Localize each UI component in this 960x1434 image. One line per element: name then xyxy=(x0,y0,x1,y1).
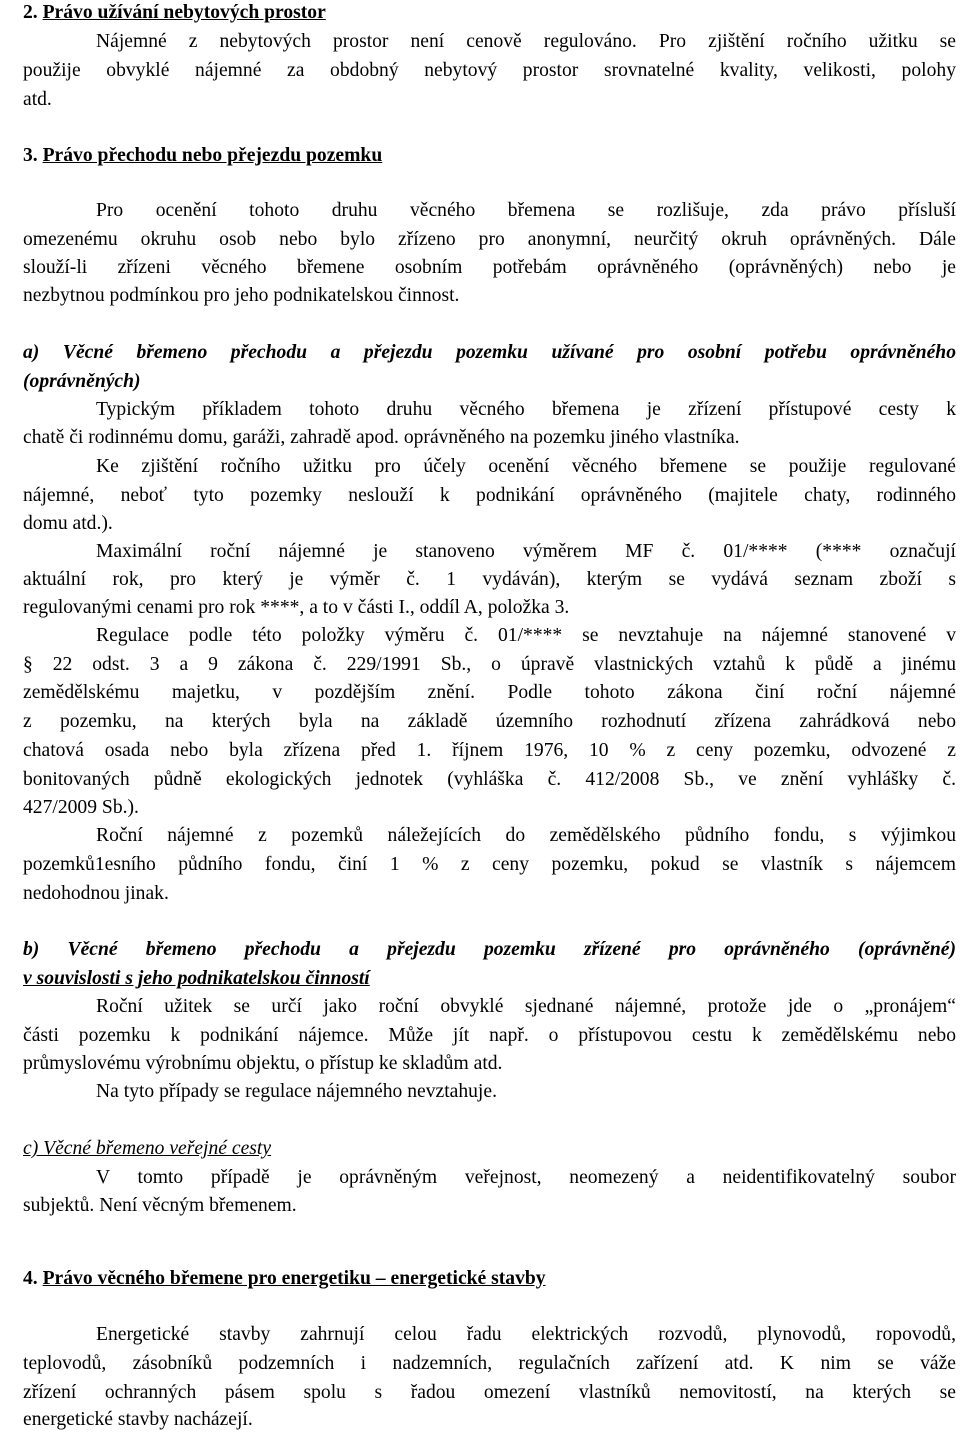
section-number: 4. xyxy=(23,1268,43,1289)
paragraph-line: zřízení ochranných pásem spolu s řadou omezení vlastníků nemovitostí, na kterých se xyxy=(23,1382,956,1403)
paragraph-line: regulovanými cenami pro rok ****, a to v části I., oddíl A, položka 3. xyxy=(23,597,570,618)
paragraph-line: Pro ocenění tohoto druhu věcného břemena se rozlišuje, zda právo přísluší xyxy=(96,200,956,221)
paragraph-line: nájemné, neboť tyto pozemky neslouží k podnikání oprávněného (majitele chaty, rodinného xyxy=(23,485,956,506)
paragraph-line: Maximální roční nájemné je stanoveno výměrem MF č. 01/**** (**** označují xyxy=(96,541,956,562)
paragraph-line: V tomto případě je oprávněným veřejnost, neomezený a neidentifikovatelný soubor xyxy=(96,1167,956,1188)
paragraph-line: Ke zjištění ročního užitku pro účely ocenění věcného břemene se použije regulované xyxy=(96,456,956,477)
paragraph-line: energetické stavby nacházejí. xyxy=(23,1409,253,1430)
section-title: Právo přechodu nebo přejezdu pozemku xyxy=(42,145,383,166)
paragraph-line: zemědělskému majetku, v pozdějším znění. Podle tohoto zákona činí roční nájemné xyxy=(23,682,956,703)
section-number: 2. xyxy=(23,2,43,23)
paragraph-line: 427/2009 Sb.). xyxy=(23,797,139,818)
paragraph-line: z pozemku, na kterých byla na základě územního rozhodnutí zřízena zahrádková nebo xyxy=(23,711,956,732)
paragraph-line: Energetické stavby zahrnují celou řadu elektrických rozvodů, plynovodů, ropovodů, xyxy=(96,1324,956,1345)
subsection-a-heading: (oprávněných) xyxy=(23,371,141,392)
section-number: 3. xyxy=(23,145,43,166)
section-4-heading xyxy=(23,1264,956,1293)
paragraph-line: Roční nájemné z pozemků náležejících do zemědělského půdního fondu, s výjimkou xyxy=(96,825,956,846)
subsection-b-heading: v souvislosti s jeho podnikatelskou činností xyxy=(23,968,370,989)
paragraph-line: použije obvyklé nájemné za obdobný nebytový prostor srovnatelné kvality, velikosti, polohy xyxy=(23,60,956,81)
paragraph-line: části pozemku k podnikání nájemce. Může jít např. o přístupovou cestu k zemědělskému nebo xyxy=(23,1025,956,1046)
paragraph-line: Regulace podle této položky výměru č. 01/**** se nevztahuje na nájemné stanovené v xyxy=(96,625,956,646)
paragraph-line: bonitovaných půdně ekologických jednotek (vyhláška č. 412/2008 Sb., ve znění vyhlášky č. xyxy=(23,769,956,790)
paragraph-line: teplovodů, zásobníků podzemních i nadzemních, regulačních zařízení atd. K nim se váže xyxy=(23,1353,956,1374)
paragraph-line: Roční užitek se určí jako roční obvyklé sjednané nájemné, protože jde o „pronájem“ xyxy=(96,996,956,1017)
paragraph-line: domu atd.). xyxy=(23,513,113,534)
paragraph-line: subjektů. Není věcným břemenem. xyxy=(23,1195,297,1216)
section-3-heading xyxy=(23,141,956,170)
paragraph-line: aktuální rok, pro který je výměr č. 1 vydáván), kterým se vydává seznam zboží s xyxy=(23,569,956,590)
paragraph-line: omezenému okruhu osob nebo bylo zřízeno pro anonymní, neurčitý okruh oprávněných. Dále xyxy=(23,229,956,250)
section-title: Právo užívání nebytových prostor xyxy=(42,2,326,23)
subsection-b-heading: b) Věcné břemeno přechodu a přejezdu pozemku zřízené pro oprávněného (oprávněné) xyxy=(23,939,956,960)
subsection-a-heading: a) Věcné břemeno přechodu a přejezdu pozemku užívané pro osobní potřebu oprávněného xyxy=(23,342,956,363)
paragraph-line: pozemků1esního půdního fondu, činí 1 % z ceny pozemku, pokud se vlastník s nájemcem xyxy=(23,854,956,875)
paragraph-line: Nájemné z nebytových prostor není cenově regulováno. Pro zjištění ročního užitku se xyxy=(96,31,956,52)
section-title: Právo věcného břemene pro energetiku – energetické stavby xyxy=(42,1268,546,1289)
paragraph-line: nezbytnou podmínkou pro jeho podnikatelskou činnost. xyxy=(23,285,460,306)
paragraph-line: Typickým příkladem tohoto druhu věcného břemena je zřízení přístupové cesty k xyxy=(96,399,956,420)
paragraph-line: nedohodnou jinak. xyxy=(23,883,169,904)
paragraph-line: § 22 odst. 3 a 9 zákona č. 229/1991 Sb., o úpravě vlastnických vztahů k půdě a jinému xyxy=(23,654,956,675)
paragraph-line: Na tyto případy se regulace nájemného nevztahuje. xyxy=(96,1081,497,1102)
paragraph-line: slouží-li zřízeni věcného břemene osobním potřebám oprávněného (oprávněných) nebo je xyxy=(23,257,956,278)
paragraph-line: chatě či rodinnému domu, garáži, zahradě apod. oprávněného na pozemku jiného vlastníka. xyxy=(23,427,740,448)
paragraph-line: průmyslovému výrobnímu objektu, o přístup ke skladům atd. xyxy=(23,1053,503,1074)
subsection-c-heading: c) Věcné břemeno veřejné cesty xyxy=(23,1138,272,1159)
paragraph-line: chatová osada nebo byla zřízena před 1. říjnem 1976, 10 % z ceny pozemku, odvozené z xyxy=(23,740,956,761)
paragraph-line: atd. xyxy=(23,89,52,110)
section-2-heading xyxy=(23,0,956,27)
